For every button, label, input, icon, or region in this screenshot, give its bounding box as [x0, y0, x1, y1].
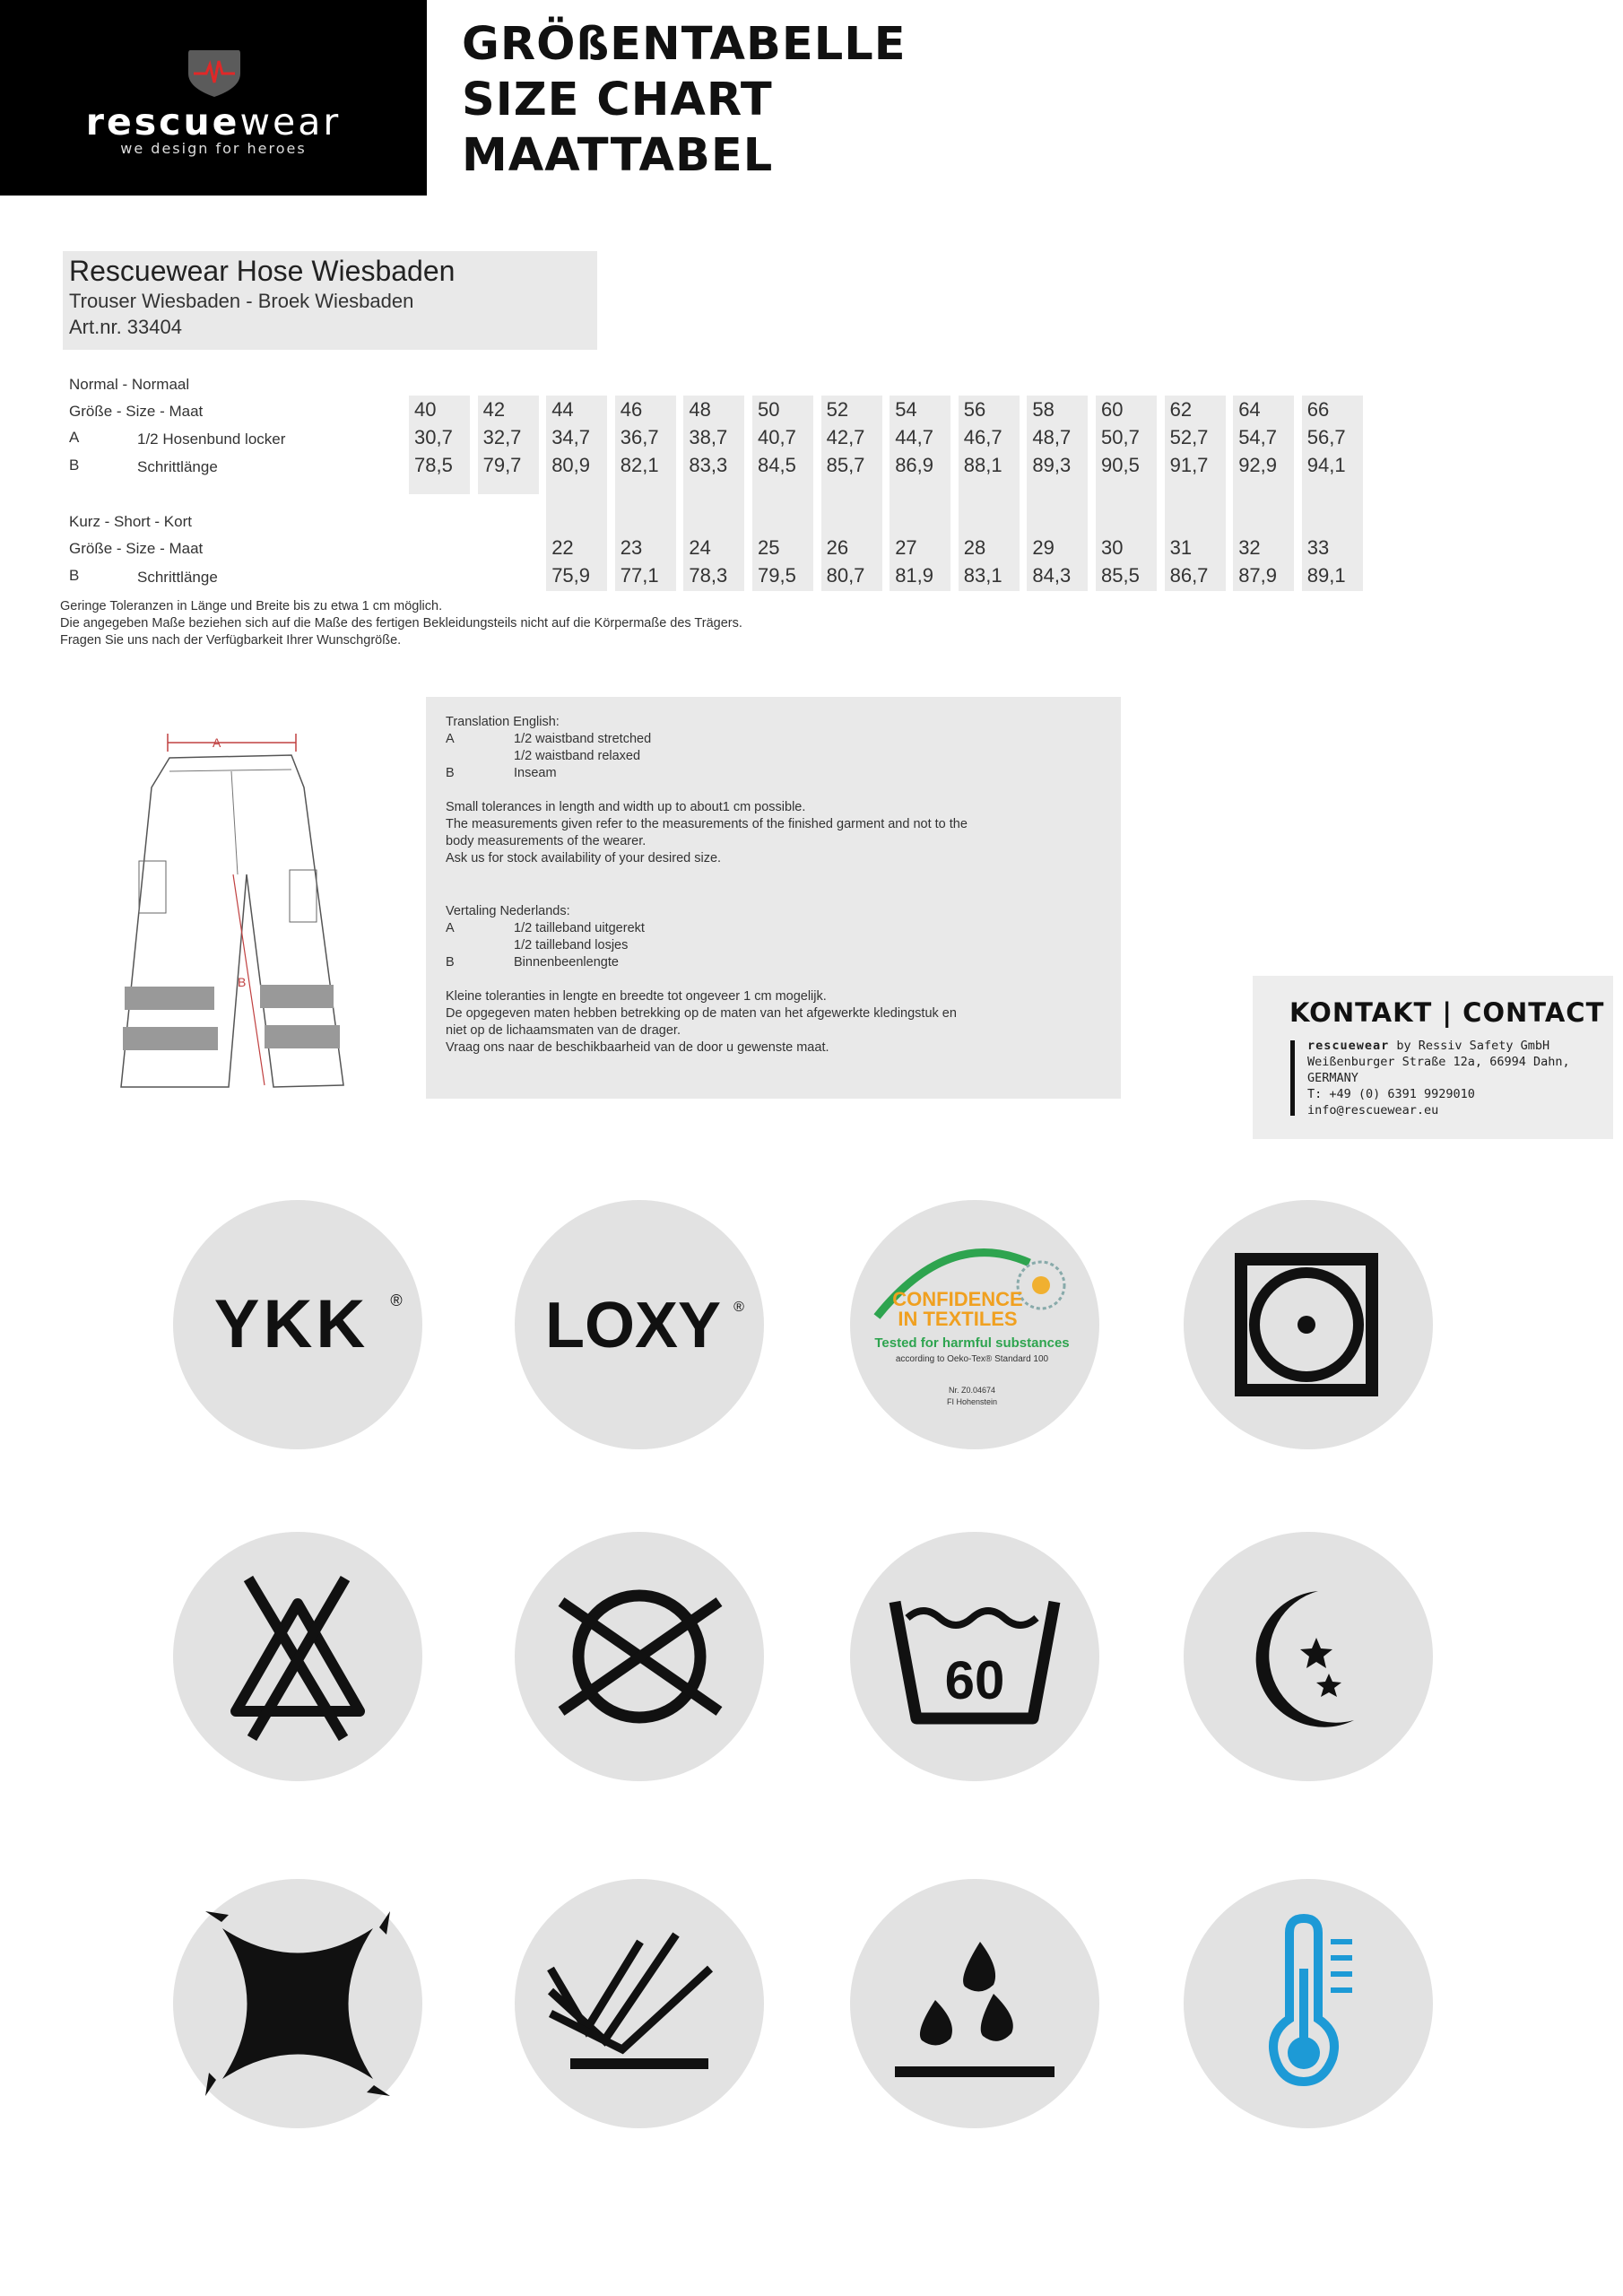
size-column-bg: [890, 396, 950, 591]
dutch-note-2: De opgegeven maten hebben betrekking op de maten van het afgewerkte kledingstuk en: [446, 1006, 957, 1021]
size-column-bg: [615, 396, 676, 591]
english-note-2: The measurements given refer to the measurements of the finished garment and not to the: [446, 817, 968, 831]
brand-tagline: we design for heroes: [120, 140, 307, 157]
waistband-cell: 54,7: [1238, 426, 1278, 448]
water-repellent-icon: [850, 1879, 1099, 2128]
page-title-nl: MAATTABEL: [462, 129, 774, 182]
short-inseam-cell: 79,5: [758, 564, 796, 587]
normal-section-label: Normal - Normaal: [69, 376, 190, 393]
english-note-4: Ask us for stock availability of your desired size.: [446, 851, 722, 865]
short-size-cell: 33: [1306, 536, 1330, 559]
waistband-cell: 32,7: [482, 426, 522, 448]
waistband-cell: 48,7: [1032, 426, 1072, 448]
size-cell: 40: [414, 398, 437, 421]
short-size-cell: 31: [1169, 536, 1193, 559]
short-inseam-cell: 87,9: [1238, 564, 1278, 587]
size-cell: 44: [551, 398, 574, 421]
short-size-cell: 29: [1032, 536, 1055, 559]
contact-title: KONTAKT | CONTACT: [1289, 997, 1605, 1028]
short-size-cell: 28: [963, 536, 986, 559]
trouser-diagram: [112, 718, 368, 1099]
short-size-cell: 27: [895, 536, 917, 559]
short-inseam-cell: 77,1: [620, 564, 659, 587]
short-size-cell: 30: [1101, 536, 1124, 559]
short-inseam-cell: 85,5: [1101, 564, 1140, 587]
waistband-cell: 50,7: [1101, 426, 1140, 448]
contact-address: Weißenburger Straße 12a, 66994 Dahn,: [1307, 1055, 1570, 1069]
ykk-registered-mark: ®: [390, 1292, 403, 1309]
wash-60-icon: [850, 1532, 1099, 1781]
size-cell: 54: [895, 398, 917, 421]
product-article-number: Art.nr. 33404: [69, 316, 182, 338]
size-column-bg: [1027, 396, 1088, 591]
english-note-1: Small tolerances in length and width up to about1 cm possible.: [446, 800, 806, 814]
dutch-note-3: niet op de lichaamsmaten van de drager.: [446, 1023, 681, 1038]
inseam-cell: 89,3: [1032, 454, 1072, 476]
oeko-line-1: CONFIDENCE: [892, 1288, 1023, 1310]
inseam-cell: 91,7: [1169, 454, 1209, 476]
no-dry-clean-icon: [515, 1532, 764, 1781]
short-size-cell: 26: [826, 536, 849, 559]
size-column-bg: [752, 396, 813, 591]
size-cell: 48: [689, 398, 711, 421]
english-a2: 1/2 waistband relaxed: [514, 749, 641, 763]
short-inseam-cell: 81,9: [895, 564, 934, 587]
size-column-bg: [1096, 396, 1157, 591]
short-size-cell: 24: [689, 536, 711, 559]
water-repellent-badge: [850, 1879, 1099, 2128]
loxy-text: LOXY: [544, 1290, 722, 1361]
night-badge: [1184, 1532, 1433, 1781]
row-b-label: Schrittlänge: [137, 458, 218, 475]
wash-60-badge: [850, 1532, 1099, 1781]
inseam-cell: 83,3: [689, 454, 728, 476]
english-b: Inseam: [514, 766, 557, 780]
size-column-bg: [821, 396, 882, 591]
inseam-cell: 84,5: [758, 454, 796, 476]
english-a-key: A: [446, 732, 455, 746]
short-section-label: Kurz - Short - Kort: [69, 513, 192, 530]
inseam-cell: 90,5: [1101, 454, 1140, 476]
short-row-b-label: Schrittlänge: [137, 569, 218, 586]
size-cell: 64: [1238, 398, 1261, 421]
inseam-cell: 88,1: [963, 454, 1002, 476]
inseam-cell: 85,7: [826, 454, 865, 476]
short-inseam-cell: 84,3: [1032, 564, 1072, 587]
size-cell: 60: [1101, 398, 1124, 421]
waistband-cell: 38,7: [689, 426, 728, 448]
waistband-cell: 46,7: [963, 426, 1002, 448]
dutch-note-1: Kleine toleranties in lengte en breedte tot ongeveer 1 cm mogelijk.: [446, 989, 827, 1004]
page-title-en: SIZE CHART: [462, 74, 773, 126]
oeko-line-5: Nr. Z0.04674: [948, 1386, 996, 1395]
inseam-cell: 92,9: [1238, 454, 1278, 476]
inseam-cell: 78,5: [414, 454, 453, 476]
size-cell: 62: [1169, 398, 1193, 421]
normal-size-label: Größe - Size - Maat: [69, 403, 204, 420]
size-cell: 50: [758, 398, 780, 421]
waistband-cell: 40,7: [758, 426, 796, 448]
size-cell: 66: [1306, 398, 1330, 421]
product-subtitle: Trouser Wiesbaden - Broek Wiesbaden: [69, 290, 414, 312]
oeko-tex-icon: [850, 1200, 1099, 1449]
size-cell: 52: [826, 398, 849, 421]
short-inseam-cell: 83,1: [963, 564, 1002, 587]
waistband-cell: 44,7: [895, 426, 934, 448]
contact-divider: [1290, 1040, 1295, 1116]
loxy-badge: [515, 1200, 764, 1449]
ykk-text: YKK: [213, 1286, 369, 1362]
dutch-title: Vertaling Nederlands:: [446, 904, 570, 918]
no-dry-clean-badge: [515, 1532, 764, 1781]
reflective-icon: [515, 1879, 764, 2128]
waistband-cell: 42,7: [826, 426, 865, 448]
thermometer-icon: [1184, 1879, 1433, 2128]
table-note-3: Fragen Sie uns nach der Verfügbarkeit Ihrer Wunschgröße.: [60, 633, 402, 648]
size-cell: 42: [482, 398, 506, 421]
size-column-bg: [546, 396, 607, 591]
contact-brand: rescuewear: [1307, 1039, 1390, 1053]
english-note-3: body measurements of the wearer.: [446, 834, 647, 848]
contact-email[interactable]: info@rescuewear.eu: [1307, 1103, 1439, 1118]
waistband-cell: 52,7: [1169, 426, 1209, 448]
diagram-label-b: B: [238, 975, 247, 989]
short-inseam-cell: 86,7: [1169, 564, 1209, 587]
no-bleach-icon: [173, 1532, 422, 1781]
table-note-2: Die angegeben Maße beziehen sich auf die Maße des fertigen Bekleidungsteils nicht auf die Körpermaße des Trägers.: [60, 616, 742, 631]
inseam-cell: 94,1: [1306, 454, 1346, 476]
waistband-cell: 56,7: [1306, 426, 1346, 448]
reflective-badge: [515, 1879, 764, 2128]
inseam-cell: 80,9: [551, 454, 591, 476]
oeko-line-2: IN TEXTILES: [898, 1308, 1018, 1330]
wash-temp: 60: [944, 1650, 1005, 1710]
diagram-label-a: A: [213, 735, 221, 750]
oeko-line-4: according to Oeko-Tex® Standard 100: [895, 1354, 1049, 1364]
english-b-key: B: [446, 766, 455, 780]
short-size-cell: 32: [1238, 536, 1261, 559]
english-title: Translation English:: [446, 715, 560, 729]
short-size-cell: 22: [551, 536, 574, 559]
waistband-cell: 30,7: [414, 426, 453, 448]
short-size-cell: 23: [620, 536, 643, 559]
ykk-logo-icon: [173, 1200, 422, 1449]
row-b-key: B: [69, 457, 80, 474]
stretch-badge: [173, 1879, 422, 2128]
row-a-label: 1/2 Hosenbund locker: [137, 430, 286, 448]
loxy-registered-mark: ®: [733, 1300, 744, 1315]
dutch-b-key: B: [446, 955, 455, 970]
contact-company: [1307, 1039, 1549, 1053]
short-size-cell: 25: [758, 536, 780, 559]
size-column-bg: [959, 396, 1020, 591]
short-size-label: Größe - Size - Maat: [69, 540, 204, 557]
no-bleach-badge: [173, 1532, 422, 1781]
oeko-line-6: FI Hohenstein: [946, 1397, 998, 1406]
size-column-bg: [683, 396, 744, 591]
dutch-a2: 1/2 tailleband losjes: [514, 938, 629, 952]
dutch-b: Binnenbeenlengte: [514, 955, 619, 970]
dutch-a-key: A: [446, 921, 455, 935]
night-moon-icon: [1184, 1532, 1433, 1781]
size-cell: 56: [963, 398, 986, 421]
inseam-cell: 86,9: [895, 454, 934, 476]
oeko-tex-badge: [850, 1200, 1099, 1449]
inseam-cell: 82,1: [620, 454, 659, 476]
inseam-cell: 79,7: [482, 454, 522, 476]
short-row-b-key: B: [69, 567, 80, 584]
waistband-cell: 36,7: [620, 426, 659, 448]
ykk-badge: [173, 1200, 422, 1449]
tumble-dry-icon: [1184, 1200, 1433, 1449]
table-note-1: Geringe Toleranzen in Länge und Breite bis zu etwa 1 cm möglich.: [60, 599, 443, 613]
brand-wordmark: rescuewear: [85, 100, 342, 144]
thermal-badge: [1184, 1879, 1433, 2128]
size-column-bg: [1165, 396, 1226, 591]
size-cell: 46: [620, 398, 643, 421]
dutch-note-4: Vraag ons naar de beschikbaarheid van de door u gewenste maat.: [446, 1040, 829, 1055]
dutch-a1: 1/2 tailleband uitgerekt: [514, 921, 645, 935]
product-name: Rescuewear Hose Wiesbaden: [69, 255, 456, 287]
english-a1: 1/2 waistband stretched: [514, 732, 652, 746]
size-column-bg: [1302, 396, 1363, 591]
oeko-line-3: Tested for harmful substances: [874, 1335, 1070, 1351]
waistband-cell: 34,7: [551, 426, 591, 448]
short-inseam-cell: 80,7: [826, 564, 865, 587]
row-a-key: A: [69, 429, 80, 446]
contact-company-name: by Ressiv Safety GmbH: [1389, 1039, 1550, 1053]
stretch-icon: [173, 1879, 422, 2128]
short-inseam-cell: 89,1: [1306, 564, 1346, 587]
contact-country: GERMANY: [1307, 1071, 1358, 1085]
short-inseam-cell: 78,3: [689, 564, 728, 587]
loxy-logo-icon: [515, 1200, 764, 1449]
shield-heartbeat-icon: [185, 47, 244, 99]
size-column-bg: [1233, 396, 1294, 591]
page-title-de: GRÖßENTABELLE: [462, 18, 907, 71]
size-cell: 58: [1032, 398, 1055, 421]
contact-phone[interactable]: T: +49 (0) 6391 9929010: [1307, 1087, 1475, 1101]
short-inseam-cell: 75,9: [551, 564, 591, 587]
tumble-dry-badge: [1184, 1200, 1433, 1449]
